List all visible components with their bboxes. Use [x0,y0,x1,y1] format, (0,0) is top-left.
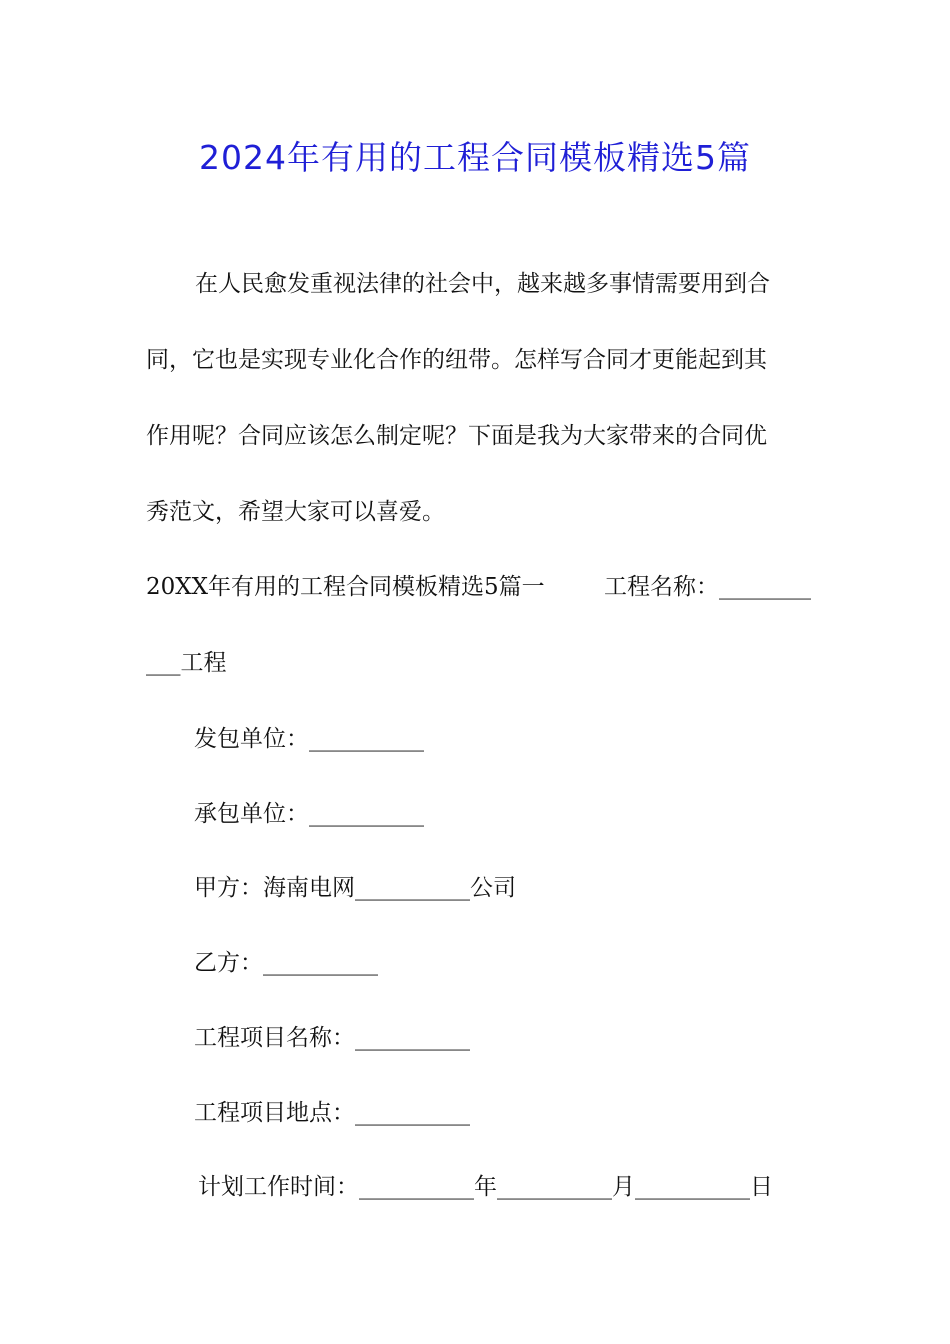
intro-line-1 [146,246,810,322]
issuer-field: 发包单位：__________ [194,726,424,752]
party-b-field: 乙方：__________ [194,950,378,976]
contractor-field: 承包单位：__________ [194,801,424,827]
project-item-location-field: 工程项目地点：__________ [194,1100,470,1126]
section-heading: 20XX年有用的工程合同模板精选5篇一 [146,574,545,600]
intro-line-2: 同，它也是实现专业化合作的纽带。怎样写合同才更能起到其 [146,347,767,373]
project-item-name-field: 工程项目名称：__________ [194,1025,470,1051]
intro-line-3: 作用呢？合同应该怎么制定呢？下面是我为大家带来的合同优 [146,423,767,449]
project-name-field: 工程名称：________ [604,574,811,600]
planned-time-field: 计划工作时间：__________年__________月__________日 [198,1174,773,1200]
intro-line-4: 秀范文，希望大家可以喜爱。 [146,499,445,525]
intro-text-1: 在人民愈发重视法律的社会中，越来越多事情需要用到合 [195,271,770,297]
project-name-continuation: ___工程 [146,650,227,676]
party-a-field: 甲方：海南电网__________公司 [194,875,516,901]
document-title: 2024年有用的工程合同模板精选5篇 [199,138,751,177]
